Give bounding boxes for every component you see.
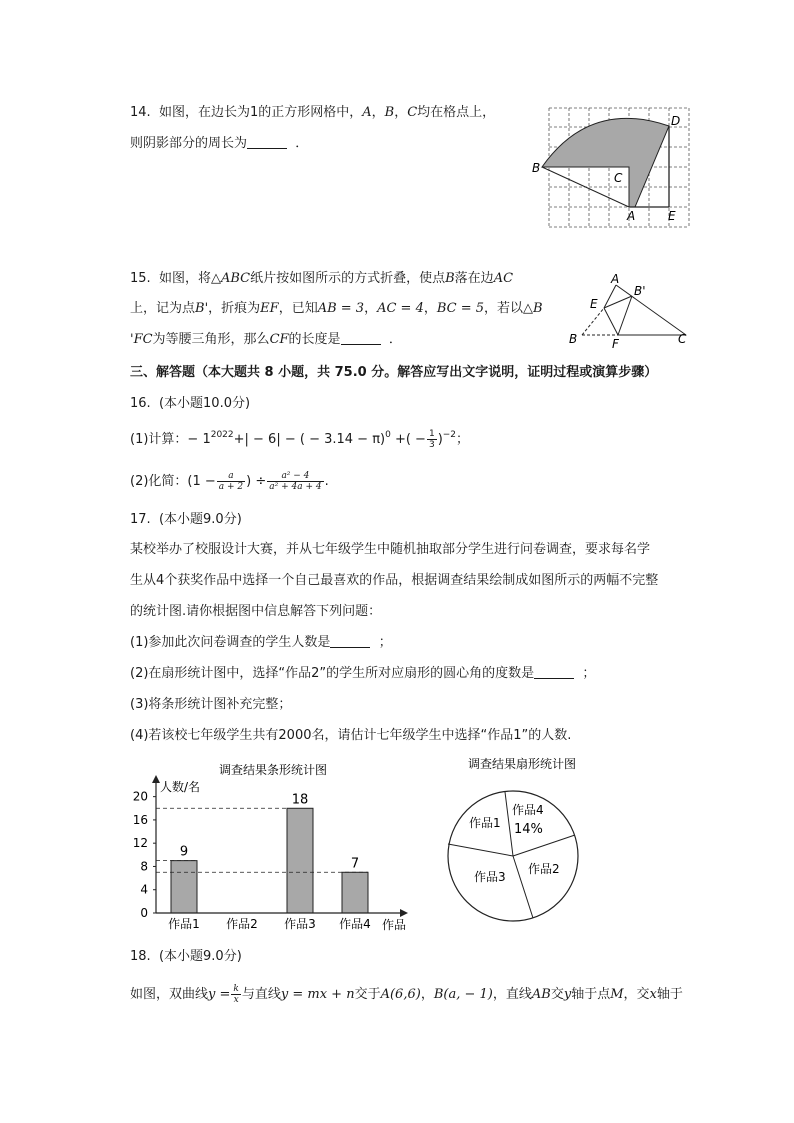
pie-label-work3: 作品3 xyxy=(474,870,506,884)
q14-text: 如图，在边长为1的正方形网格中， xyxy=(158,105,363,120)
answer-blank[interactable] xyxy=(534,666,574,679)
x-tick-label: 作品1 xyxy=(168,917,200,931)
q16-p1-exp3: −2 xyxy=(442,430,457,440)
pie-chart-title: 调查结果扇形统计图 xyxy=(467,757,577,771)
y-tick-label: 0 xyxy=(140,906,148,920)
q18-number: 18. xyxy=(130,949,151,964)
q15-label-c: C xyxy=(678,332,687,346)
q14-label-c: C xyxy=(614,171,623,185)
q17-s2-end: ； xyxy=(582,666,596,681)
x-tick-label: 作品4 xyxy=(339,917,371,931)
q18-y-axis: y xyxy=(563,987,572,1002)
q18-k: k xyxy=(233,984,239,994)
q15-label-e: E xyxy=(590,297,598,311)
y-tick-label: 12 xyxy=(132,836,148,851)
q15-t1: 如图，将△ xyxy=(158,271,221,286)
q15-label-a: A xyxy=(611,272,620,286)
q14-var-c: C xyxy=(407,105,418,120)
q15-t9: ，若以△ xyxy=(484,301,534,316)
bar-chart xyxy=(126,758,416,938)
q15-b: B xyxy=(445,271,455,286)
q15-ab: AB = 3 xyxy=(317,301,365,316)
q18-x: x xyxy=(233,995,239,1005)
x-tick-label: 作品2 xyxy=(226,917,258,931)
q15-fold-figure xyxy=(560,270,694,348)
q16-p1-exp2: 0 xyxy=(385,430,391,440)
q17-s1-end: ； xyxy=(378,635,392,650)
answer-blank[interactable] xyxy=(247,136,287,149)
q14-line2 xyxy=(130,135,308,153)
q18-m: M xyxy=(610,987,624,1002)
q15-number: 15. xyxy=(130,271,151,286)
q17-points: (本小题9.0分) xyxy=(158,512,242,527)
q16-p2-label: (2)化简：(1 − xyxy=(130,474,216,489)
q18-header xyxy=(130,948,242,966)
pie-label-work2: 作品2 xyxy=(528,862,560,876)
q14-var-a: A xyxy=(362,105,372,120)
pie-percent-work4: 14% xyxy=(514,822,543,837)
q16-header xyxy=(130,395,250,413)
bar-chart-xlabel: 作品 xyxy=(382,918,407,932)
q17-s2-text: (2)在扇形统计图中，选择“作品2”的学生所对应扇形的圆心角的度数是 xyxy=(130,666,535,681)
pie-label-work1: 作品1 xyxy=(469,816,501,830)
q17-sub-1 xyxy=(130,634,392,652)
q18-x-axis: x xyxy=(649,987,657,1002)
q16-frac2-den: a² + 4a + 4 xyxy=(269,482,322,492)
bar-chart-ylabel: 人数/名 xyxy=(160,780,201,794)
q15-prime: ' xyxy=(130,332,134,347)
q15-t4: 上，记为点 xyxy=(130,301,196,316)
pie-label-work4: 作品4 xyxy=(512,803,544,817)
q14-var-b: B xyxy=(384,105,395,120)
q14-label-e: E xyxy=(668,209,676,223)
q15-t5: ，折痕为 xyxy=(208,301,261,316)
q16-p2-end: . xyxy=(324,474,329,489)
q15-label-bp: B' xyxy=(634,284,646,298)
q14-sep1: ， xyxy=(371,105,385,120)
q15-abc: ABC xyxy=(220,271,251,286)
answer-blank[interactable] xyxy=(330,635,370,648)
q15-line1 xyxy=(130,270,513,288)
q14-text-b: 均在格点上， xyxy=(417,105,496,120)
q16-frac1-den: a + 2 xyxy=(218,482,244,492)
q15-fc: FC xyxy=(133,332,153,347)
bar-value-label: 18 xyxy=(291,792,309,808)
q15-bc: BC = 5 xyxy=(436,301,485,316)
q15-t3: 落在边 xyxy=(454,271,494,286)
q16-part1 xyxy=(130,426,469,450)
q18-t4: ， xyxy=(420,987,434,1002)
q16-p1-a: − 1 xyxy=(187,432,211,447)
bar xyxy=(171,861,197,913)
q16-part2 xyxy=(130,471,329,492)
q15-line2 xyxy=(130,300,543,318)
q16-points: (本小题10.0分) xyxy=(158,396,251,411)
section-3-heading: 三、解答题（本大题共 8 小题，共 75.0 分。解答应写出文字说明，证明过程或演算步骤） xyxy=(130,365,658,380)
q18-point-b: B(a, − 1) xyxy=(433,987,493,1002)
q15-label-b: B xyxy=(569,332,578,346)
q15-t10: 为等腰三角形，那么 xyxy=(152,332,270,347)
q18-t5: ，直线 xyxy=(492,987,532,1002)
q17-number: 17. xyxy=(130,512,151,527)
q18-t1: 如图，双曲线 xyxy=(130,987,209,1002)
q18-t3: 交于 xyxy=(354,987,381,1002)
q17-intro-1: 某校举办了校服设计大赛，并从七年级学生中随机抽取部分学生进行问卷调查，要求每名学 xyxy=(130,542,651,557)
q16-fraction-1 xyxy=(217,471,245,492)
q16-number: 16. xyxy=(130,396,151,411)
q17-s1-text: (1)参加此次问卷调查的学生人数是 xyxy=(130,635,331,650)
q15-line3 xyxy=(130,331,402,349)
q16-frac-den: 3 xyxy=(428,440,435,450)
q16-fraction-2 xyxy=(267,471,323,492)
q18-line-eq: y = mx + n xyxy=(280,987,355,1002)
q15-ac-val: AC = 4 xyxy=(377,301,424,316)
q15-cf: CF xyxy=(269,332,289,347)
q15-t8: ， xyxy=(423,301,437,316)
bar-chart-title: 调查结果条形统计图 xyxy=(218,763,328,777)
q14-number: 14. xyxy=(130,105,151,120)
answer-blank[interactable] xyxy=(341,332,381,345)
y-tick-label: 16 xyxy=(132,812,148,827)
y-tick-label: 20 xyxy=(132,789,148,804)
q18-t7: 轴于点 xyxy=(571,987,611,1002)
q16-fraction xyxy=(427,429,437,450)
q18-t8: ，交 xyxy=(623,987,650,1002)
q17-header xyxy=(130,511,242,529)
q16-p2-mid: ) ÷ xyxy=(246,474,267,489)
q16-frac-num: 1 xyxy=(428,429,435,439)
q18-ab: AB xyxy=(531,987,551,1002)
q18-y: y = xyxy=(208,987,231,1002)
q17-intro-2: 生从4个获奖作品中选择一个自己最喜欢的作品，根据调查结果绘制成如图所示的两幅不完整 xyxy=(130,573,659,588)
q18-t9: 轴于 xyxy=(656,987,683,1002)
q17-sub-4: (4)若该校七年级学生共有2000名，请估计七年级学生中选择“作品1”的人数. xyxy=(130,728,572,743)
x-tick-label: 作品3 xyxy=(284,917,316,931)
q16-p1-end: ； xyxy=(456,432,470,447)
q17-intro-3: 的统计图.请你根据图中信息解答下列问题： xyxy=(130,604,382,619)
q18-t2: 与直线 xyxy=(241,987,281,1002)
q15-bp: B' xyxy=(195,301,209,316)
q15-ac: AC xyxy=(493,271,514,286)
y-axis-arrow xyxy=(152,775,160,783)
q16-p1-c: +( − xyxy=(390,432,426,447)
bar xyxy=(287,808,313,913)
q17-sub-3: (3)将条形统计图补充完整； xyxy=(130,697,292,712)
q16-p1-d: ) xyxy=(437,432,443,447)
q16-frac2-num: a² − 4 xyxy=(267,471,323,482)
q16-p1-label: (1)计算： xyxy=(130,432,188,447)
q18-point-a: A(6,6) xyxy=(380,987,421,1002)
q14-label-d: D xyxy=(671,114,681,128)
q14-label-b: B xyxy=(532,161,541,175)
q15-t11: 的长度是 xyxy=(288,332,341,347)
q16-frac1-num: a xyxy=(217,471,245,482)
q15-end: ． xyxy=(388,332,402,347)
q15-label-f: F xyxy=(612,337,619,348)
q18-t6: 交 xyxy=(550,987,564,1002)
q17-sub-2 xyxy=(130,665,595,683)
bar-value-label: 7 xyxy=(350,856,360,872)
x-axis-arrow xyxy=(400,909,408,917)
q14-label-a: A xyxy=(627,209,636,223)
q18-text xyxy=(130,984,683,1005)
q14-question: 则阴影部分的周长为 xyxy=(130,136,248,151)
q18-fraction xyxy=(231,984,240,1005)
bar xyxy=(342,872,368,913)
q15-ef: EF xyxy=(260,301,279,316)
bar-value-label: 9 xyxy=(179,844,189,860)
q15-t7: ， xyxy=(364,301,378,316)
q14-sep2: ， xyxy=(394,105,408,120)
pie-chart xyxy=(440,752,600,927)
q15-t2: 纸片按如图所示的方式折叠，使点 xyxy=(250,271,446,286)
q15-b2: B xyxy=(533,301,543,316)
q16-p1-b: +| − 6| − ( − 3.14 − π) xyxy=(233,432,386,447)
q18-points: (本小题9.0分) xyxy=(158,949,242,964)
q16-p1-exp: 2022 xyxy=(210,430,234,440)
q14-end: ． xyxy=(295,136,309,151)
q14-grid-figure xyxy=(530,104,695,232)
q14-line1 xyxy=(130,104,495,122)
y-tick-label: 8 xyxy=(140,859,148,874)
q15-t6: ，已知 xyxy=(278,301,318,316)
q14-shaded-region xyxy=(542,118,669,207)
y-tick-label: 4 xyxy=(140,882,148,897)
